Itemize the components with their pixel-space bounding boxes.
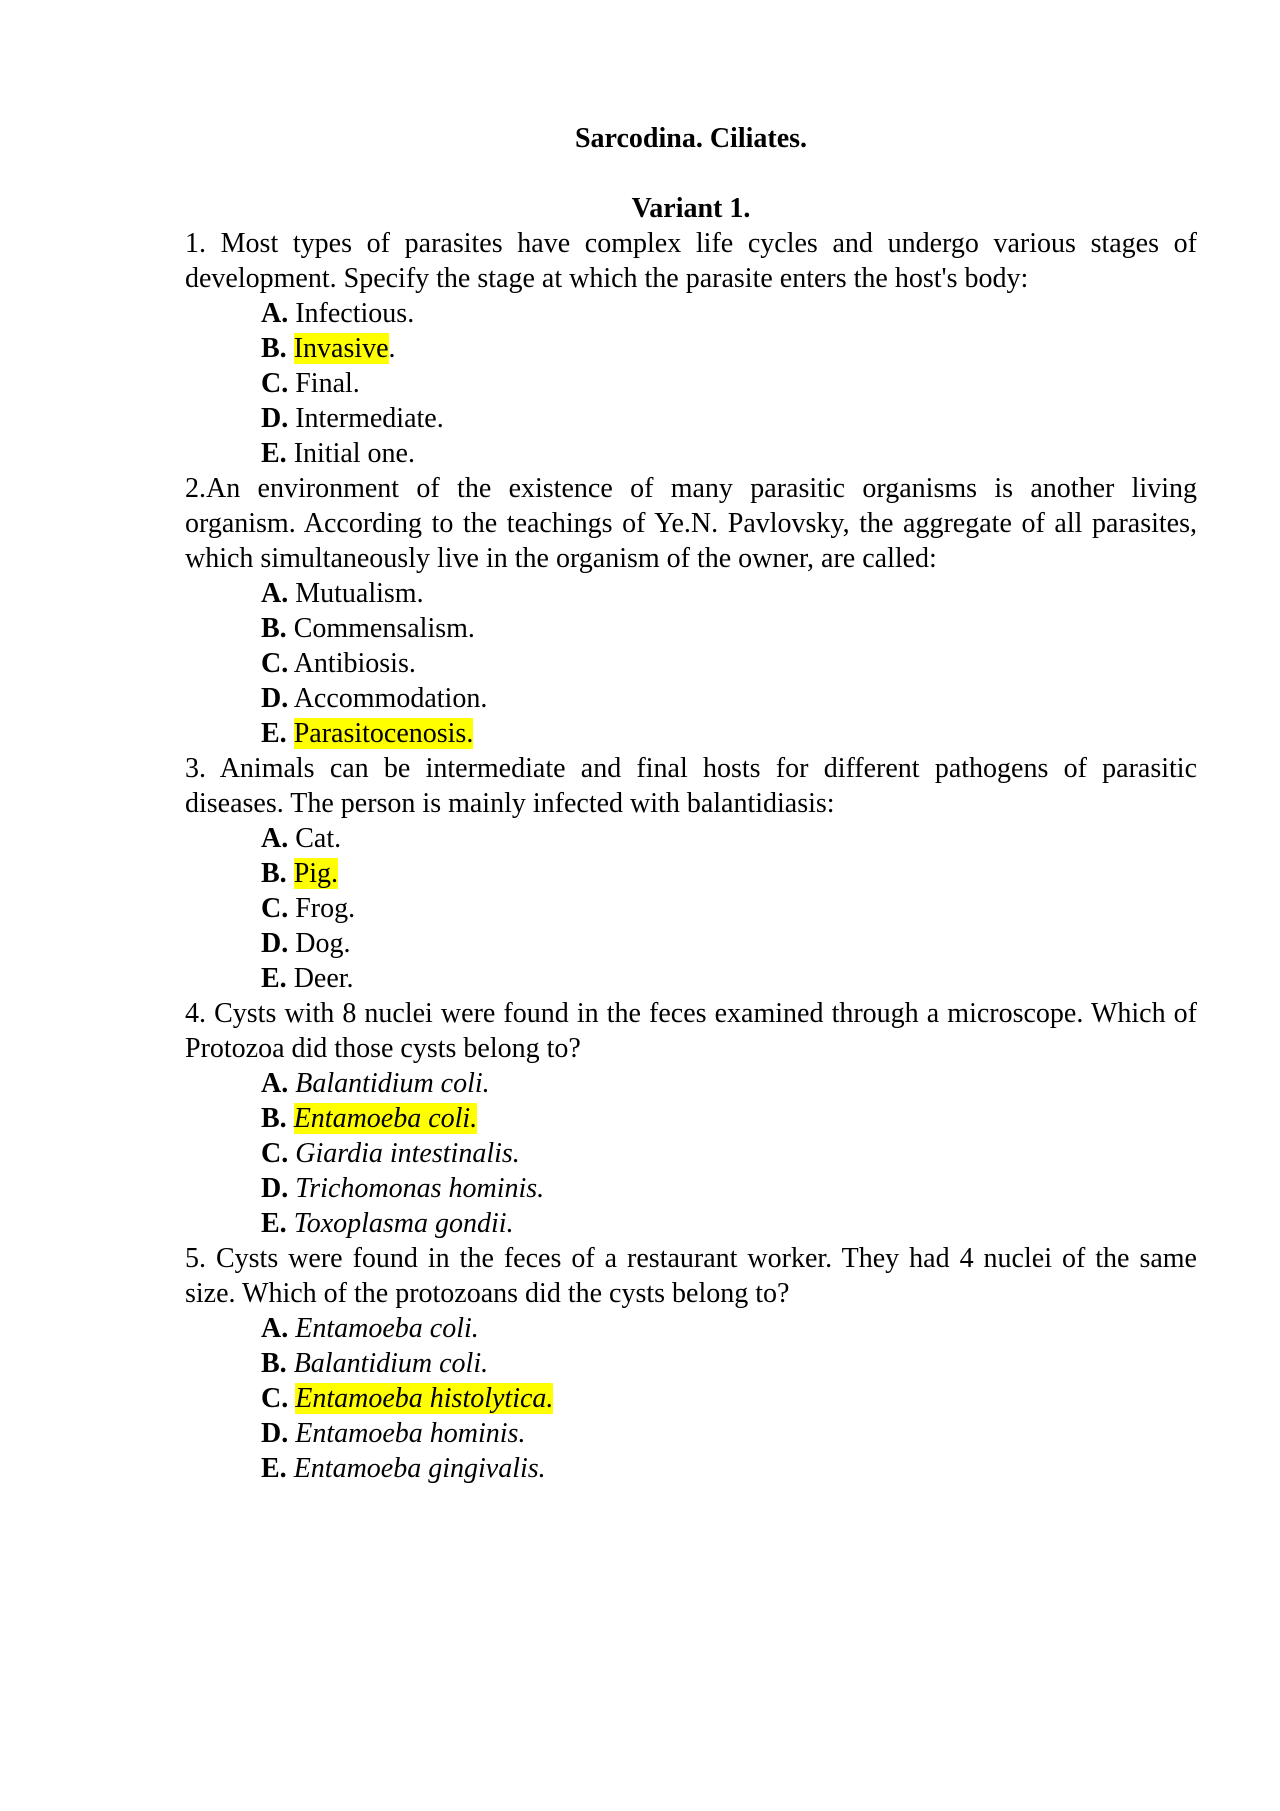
option-letter: D. xyxy=(261,1418,289,1449)
question-list xyxy=(185,226,1197,1486)
answer-option xyxy=(185,1381,1197,1416)
answer-option xyxy=(185,1101,1197,1136)
option-text: Toxoplasma gondii. xyxy=(293,1208,514,1239)
question-block xyxy=(185,996,1197,1241)
option-text: Intermediate. xyxy=(295,403,444,434)
option-letter: D. xyxy=(261,1173,289,1204)
answer-option xyxy=(185,1311,1197,1346)
document-title: Sarcodina. Ciliates. xyxy=(574,123,808,154)
option-text: Mutualism. xyxy=(295,578,424,609)
option-letter: B. xyxy=(261,1103,287,1134)
option-text: Balantidium coli. xyxy=(293,1348,489,1379)
option-text: Deer. xyxy=(293,963,354,994)
option-letter: E. xyxy=(261,438,287,469)
answer-option xyxy=(185,646,1197,681)
option-letter: B. xyxy=(261,858,287,889)
option-letter: B. xyxy=(261,333,287,364)
answer-option xyxy=(185,331,1197,366)
option-letter: C. xyxy=(261,648,289,679)
question-block xyxy=(185,751,1197,996)
option-text: Frog. xyxy=(295,893,356,924)
question-text: 5. Cysts were found in the feces of a restaurant worker. They had 4 nuclei of the same size. Which of the protozoans did the cysts belong to? xyxy=(185,1243,1197,1309)
answer-options xyxy=(185,1066,1197,1241)
answer-option xyxy=(185,1066,1197,1101)
option-text: Final. xyxy=(295,368,360,399)
option-letter: B. xyxy=(261,1348,287,1379)
option-text: Cat. xyxy=(295,823,342,854)
answer-option xyxy=(185,366,1197,401)
question-text: 3. Animals can be intermediate and final hosts for different pathogens of parasitic diseases. The person is mainly infected with balantidiasis: xyxy=(185,753,1197,819)
answer-options xyxy=(185,821,1197,996)
title-spacer xyxy=(185,156,1197,191)
document-page xyxy=(185,121,1197,1486)
option-text: Infectious. xyxy=(295,298,415,329)
option-letter: A. xyxy=(261,1068,289,1099)
option-letter: A. xyxy=(261,298,289,329)
answer-option xyxy=(185,1171,1197,1206)
option-letter: A. xyxy=(261,578,289,609)
answer-option xyxy=(185,1451,1197,1486)
answer-option xyxy=(185,1136,1197,1171)
answer-option xyxy=(185,576,1197,611)
answer-option xyxy=(185,436,1197,471)
option-text: Trichomonas hominis. xyxy=(295,1173,545,1204)
option-letter: B. xyxy=(261,613,287,644)
answer-options xyxy=(185,1311,1197,1486)
answer-option xyxy=(185,821,1197,856)
question-text: 2.An environment of the existence of many parasitic organisms is another living organism. According to the teachings of Ye.N. Pavlovsky, the aggregate of all parasites, which simultaneously live in the organism of the owner, are called: xyxy=(185,473,1197,574)
answer-option xyxy=(185,856,1197,891)
option-letter: A. xyxy=(261,823,289,854)
question-block xyxy=(185,1241,1197,1486)
option-text: Balantidium coli. xyxy=(295,1068,490,1099)
question-text: 1. Most types of parasites have complex life cycles and undergo various stages of development. Specify the stage at which the parasite enters the host's body: xyxy=(185,228,1197,294)
option-letter: E. xyxy=(261,718,287,749)
option-letter: E. xyxy=(261,1208,287,1239)
option-letter: E. xyxy=(261,1453,287,1484)
answer-option xyxy=(185,926,1197,961)
answer-option xyxy=(185,891,1197,926)
option-text: Dog. xyxy=(295,928,351,959)
option-text: Entamoeba hominis. xyxy=(295,1418,526,1449)
question-text: 4. Cysts with 8 nuclei were found in the feces examined through a microscope. Which of Protozoa did those cysts belong to? xyxy=(185,998,1197,1064)
option-letter: A. xyxy=(261,1313,289,1344)
answer-option xyxy=(185,611,1197,646)
option-letter: D. xyxy=(261,403,289,434)
option-text: Entamoeba gingivalis. xyxy=(293,1453,546,1484)
option-letter: C. xyxy=(261,368,289,399)
option-letter: D. xyxy=(261,928,289,959)
answer-options xyxy=(185,296,1197,471)
option-letter: C. xyxy=(261,893,289,924)
option-punctuation: . xyxy=(388,333,396,364)
correct-answer-highlight: Entamoeba coli. xyxy=(293,1103,478,1134)
answer-option xyxy=(185,681,1197,716)
question-block xyxy=(185,226,1197,471)
variant-heading: Variant 1. xyxy=(631,193,751,224)
answer-option xyxy=(185,401,1197,436)
option-text: Initial one. xyxy=(293,438,415,469)
option-letter: D. xyxy=(261,683,289,714)
correct-answer-highlight: Invasive xyxy=(293,333,389,364)
option-letter: E. xyxy=(261,963,287,994)
correct-answer-highlight: Pig. xyxy=(293,858,339,889)
option-text: Accommodation. xyxy=(293,683,488,714)
correct-answer-highlight: Parasitocenosis. xyxy=(293,718,474,749)
correct-answer-highlight: Entamoeba histolytica. xyxy=(295,1383,554,1414)
option-letter: C. xyxy=(261,1383,289,1414)
answer-option xyxy=(185,296,1197,331)
option-letter: C. xyxy=(261,1138,289,1169)
answer-options xyxy=(185,576,1197,751)
answer-option xyxy=(185,716,1197,751)
answer-option xyxy=(185,1346,1197,1381)
answer-option xyxy=(185,961,1197,996)
question-block xyxy=(185,471,1197,751)
option-text: Commensalism. xyxy=(293,613,475,644)
option-text: Antibiosis. xyxy=(293,648,416,679)
option-text: Entamoeba coli. xyxy=(295,1313,479,1344)
option-text: Giardia intestinalis. xyxy=(295,1138,520,1169)
answer-option xyxy=(185,1416,1197,1451)
answer-option xyxy=(185,1206,1197,1241)
